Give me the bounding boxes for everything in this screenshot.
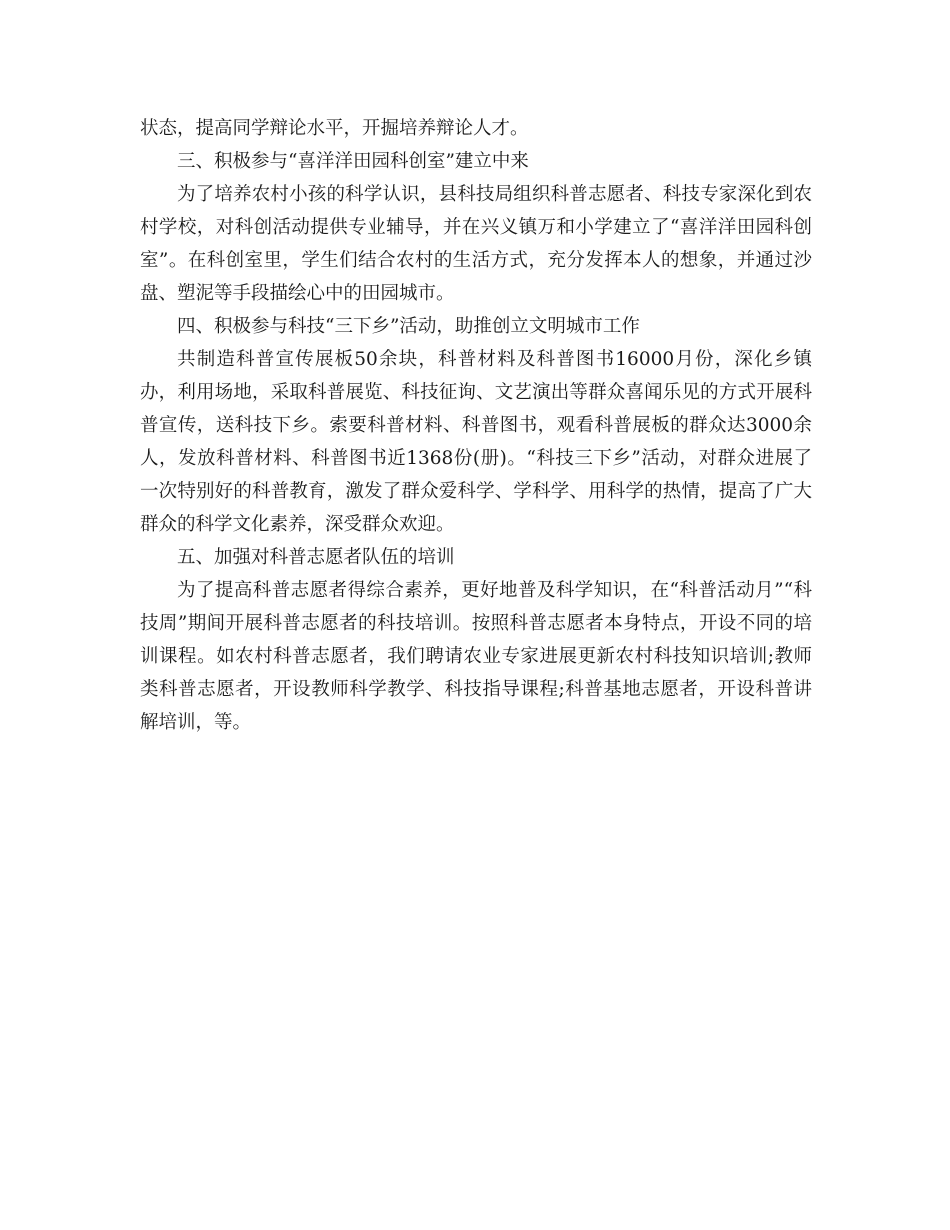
section-3-paragraph: 为了培养农村小孩的科学认识，县科技局组织科普志愿者、科技专家深化到农村学校，对科创活动提供专业辅导，并在兴义镇万和小学建立了“喜洋洋田园科创室”。在科创室里，学生们结合农村的生活方式，充分发挥本人的想象，并通过沙盘、塑泥等手段描绘心中的田园城市。 [140,184,812,304]
section-4-paragraph: 共制造科普宣传展板50余块，科普材料及科普图书16000月份，深化乡镇办，利用场地，采取科普展览、科技征询、文艺演出等群众喜闻乐见的方式开展科普宣传，送科技下乡。索要科普材料、科普图书，观看科普展板的群众达3000余人，发放科普材料、科普图书近1368份(册)。“科技三下乡”活动，对群众进展了一次特别好的科普教育，激发了群众爱科学、学科学、用科学的热情，提高了广大群众的科学文化素养，深受群众欢迎。 [140,349,812,535]
section-heading-3: 三、积极参与“喜洋洋田园科创室”建立中来 [177,151,529,172]
section-5-paragraph: 为了提高科普志愿者得综合素养，更好地普及科学知识，在“科普活动月”“科技周”期间开展科普志愿者的科技培训。按照科普志愿者本身特点，开设不同的培训课程。如农村科普志愿者，我们聘请农业专家进展更新农村科技知识培训;教师类科普志愿者，开设教师科学教学、科技指导课程;科普基地志愿者，开设科普讲解培训，等。 [140,580,812,733]
document-body [140,112,812,739]
section-heading-5: 五、加强对科普志愿者队伍的培训 [177,547,455,568]
paragraph-continuation: 状态，提高同学辩论水平，开掘培养辩论人才。 [140,118,529,139]
section-heading-4: 四、积极参与科技“三下乡”活动，助推创立文明城市工作 [177,316,640,337]
